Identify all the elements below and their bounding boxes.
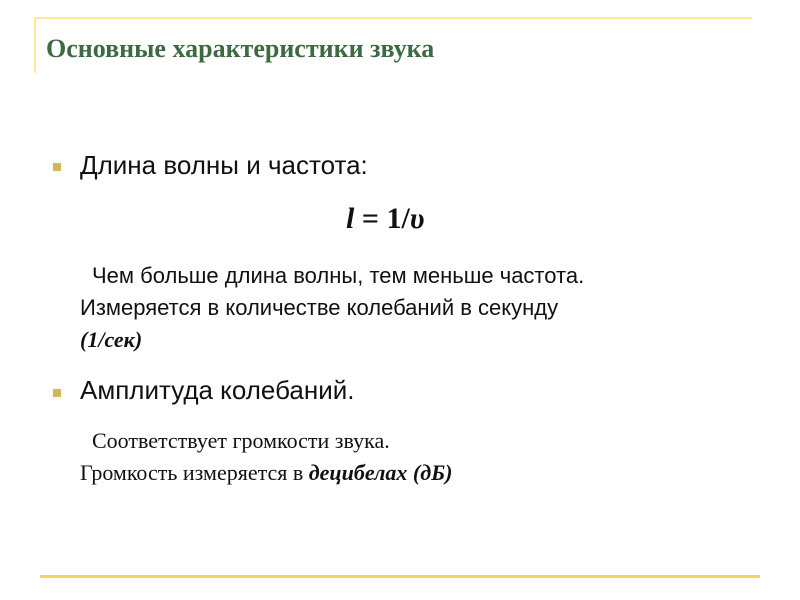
formula-rhs: υ	[409, 202, 425, 235]
amplitude-description	[80, 425, 452, 489]
description-line: Измеряется в количестве колебаний в секунду	[80, 295, 559, 320]
formula-lhs: l	[346, 202, 355, 235]
description-line: Соответствует громкости звука.	[92, 428, 390, 453]
formula-operator: = 1/	[354, 202, 410, 235]
top-frame-line	[34, 17, 752, 19]
bullet-square-icon	[53, 389, 61, 397]
decibels-emphasis: децибелах (дБ)	[308, 460, 453, 485]
bullet-wavelength-frequency: Длина волны и частота:	[80, 150, 368, 180]
bullet-amplitude: Амплитуда колебаний.	[80, 375, 355, 405]
bottom-frame-line	[40, 575, 760, 578]
slide-title: Основные характеристики звука	[46, 34, 435, 63]
loudness-text: Громкость измеряется в	[80, 460, 309, 485]
description-line	[80, 457, 452, 489]
bullet-square-icon	[53, 163, 61, 171]
wavelength-description	[80, 260, 584, 356]
left-frame-line	[34, 17, 36, 73]
frequency-unit: (1/сек)	[80, 327, 143, 352]
description-line: Чем больше длина волны, тем меньше частота.	[92, 263, 585, 288]
wavelength-formula	[346, 202, 424, 236]
